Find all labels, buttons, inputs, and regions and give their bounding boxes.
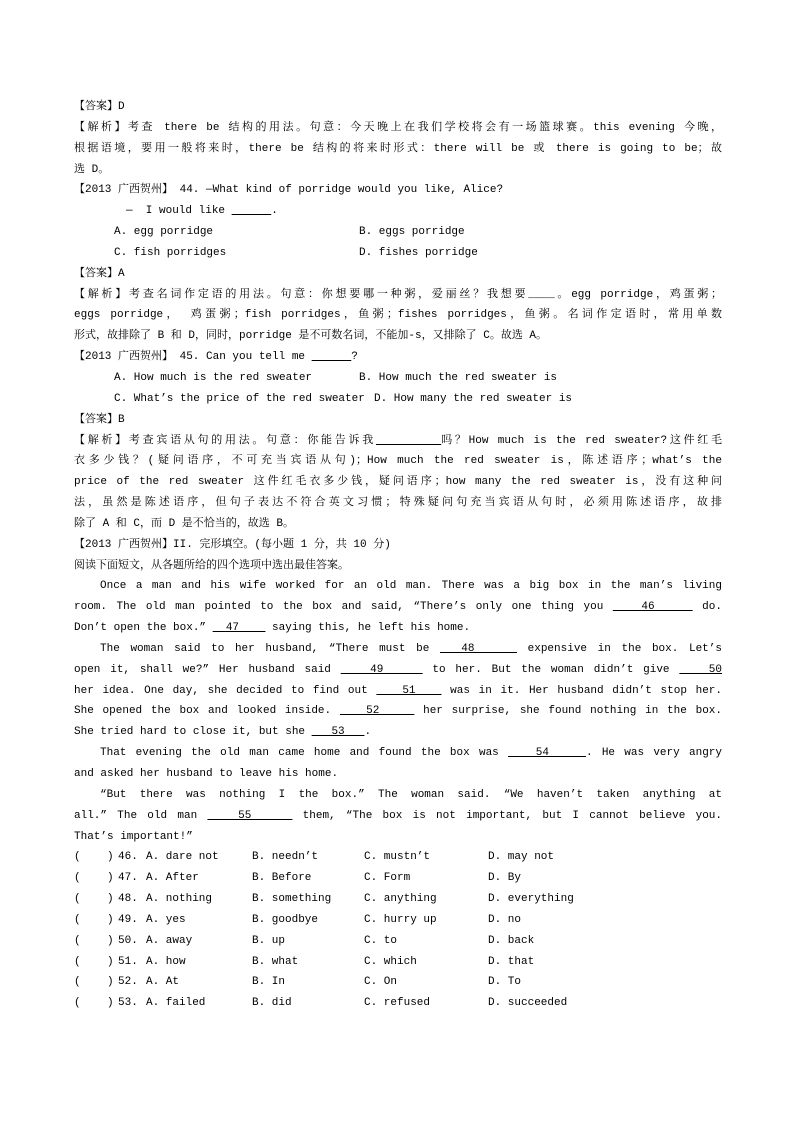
text-segment: 【解析】考查 there be 结构的用法。句意：今天晚上在我们学校将会有一场篮球赛。this evening 今晚，	[74, 121, 722, 134]
text-line	[74, 514, 722, 535]
option-b: B. Before	[252, 872, 312, 885]
text-segment: 根据语境，要用一般将来时，there be 结构的将来时形式：there will be 或 there is going to be；故	[74, 142, 722, 155]
text-segment: She tried hard to close it, but she	[74, 726, 312, 739]
text-line	[74, 701, 722, 722]
option-a: A. away	[146, 934, 193, 947]
answer-blank	[312, 351, 352, 363]
question-number: 51.	[118, 955, 138, 968]
question-options-row	[74, 868, 722, 889]
answer-options-row	[74, 389, 722, 410]
option-text: C. fish porridges	[114, 246, 227, 259]
option-d: D. To	[488, 976, 522, 989]
option-b: B. In	[252, 976, 286, 989]
answer-bracket: ( )	[74, 893, 114, 906]
option-c: C. refused	[364, 997, 431, 1010]
text-segment: do.	[692, 601, 722, 614]
option-c: C. anything	[364, 893, 437, 906]
text-segment: eggs porridge， 鸡蛋粥；fish porridges，鱼粥；fishes porridges，鱼粥。名词作定语时，常用单数	[74, 309, 722, 322]
option-text: B. How much the red sweater is	[359, 371, 558, 384]
answer-bracket: ( )	[74, 955, 114, 968]
option-d: D. succeeded	[488, 997, 568, 1010]
text-line	[74, 764, 722, 785]
text-segment: Once a man and his wife worked for an old man. There was a big box in the man’s living	[100, 580, 722, 593]
option-text: D. fishes porridge	[359, 246, 478, 259]
text-segment: 【2013 广西贺州】 44. —What kind of porridge would you like, Alice?	[74, 184, 504, 197]
option-a: A. dare not	[146, 851, 219, 864]
option-c: C. mustn’t	[364, 851, 431, 864]
question-options-row	[74, 847, 722, 868]
text-segment: She opened the box and looked inside.	[74, 705, 340, 718]
text-segment: 除了 A 和 C，而 D 是不恰当的，故选 B。	[74, 517, 295, 530]
text-line	[74, 785, 722, 806]
text-line	[74, 305, 722, 326]
text-line	[74, 97, 722, 118]
answer-blank: 48	[439, 642, 517, 655]
answer-blank: 49	[340, 663, 423, 676]
answer-blank: 50	[679, 663, 722, 676]
option-text: A. egg porridge	[114, 226, 214, 239]
text-segment: 【2013 广西贺州】 45. Can you tell me	[74, 351, 312, 364]
answer-blank: 46	[612, 601, 693, 614]
text-segment: 【答案】B	[74, 413, 125, 426]
text-segment: ?	[351, 351, 358, 364]
answer-blank: 54	[508, 747, 586, 760]
question-number: 50.	[118, 934, 138, 947]
question-number: 47.	[118, 872, 138, 885]
text-segment: to her. But the woman didn’t give	[422, 663, 680, 676]
text-segment: them, “The box is not important, but I cannot believe you.	[292, 809, 722, 822]
option-d: D. By	[488, 872, 522, 885]
text-line	[74, 201, 722, 222]
text-line	[74, 472, 722, 493]
text-segment: . He was very angry	[585, 747, 722, 760]
option-d: D. that	[488, 955, 535, 968]
option-b: B. what	[252, 955, 299, 968]
text-line	[74, 285, 722, 306]
question-options-row	[74, 952, 722, 973]
option-text: B. eggs porridge	[359, 226, 465, 239]
answer-bracket: ( )	[74, 934, 114, 947]
option-c: C. hurry up	[364, 913, 437, 926]
text-line	[74, 180, 722, 201]
text-segment: her idea. One day, she decided to find out	[74, 684, 377, 697]
text-segment: expensive in the box. Let’s	[516, 642, 722, 655]
text-segment: 吗？How much is the red sweater?这件红毛	[441, 434, 722, 447]
question-options-row	[74, 993, 722, 1014]
option-d: D. back	[488, 934, 535, 947]
option-a: A. After	[146, 872, 199, 885]
answer-bracket: ( )	[74, 851, 114, 864]
question-options-row	[74, 931, 722, 952]
text-segment: 形式，故排除了 B 和 D，同时，porridge 是不可数名词，不能加-s，又排除了 C。故选 A。	[74, 330, 548, 343]
text-line	[74, 743, 722, 764]
option-b: B. did	[252, 997, 292, 1010]
answer-bracket: ( )	[74, 913, 114, 926]
text-segment: was in it. Her husband didn’t stop her.	[441, 684, 723, 697]
answer-options-row	[74, 243, 722, 264]
answer-bracket: ( )	[74, 997, 114, 1010]
text-line	[74, 681, 722, 702]
text-line	[74, 493, 722, 514]
text-line	[74, 160, 722, 181]
document-page	[74, 97, 722, 1014]
text-segment: price of the red sweater 这件红毛衣多少钱，疑问语序；how many the red sweater is，没有这种问	[74, 476, 722, 489]
option-a: A. At	[146, 976, 180, 989]
text-line	[74, 139, 722, 160]
question-options-row	[74, 972, 722, 993]
answer-blank: 51	[376, 684, 442, 697]
answer-bracket: ( )	[74, 872, 114, 885]
text-segment: and asked her husband to leave his home.	[74, 768, 339, 780]
text-segment: 【答案】D	[74, 101, 125, 113]
option-b: B. up	[252, 934, 286, 947]
question-number: 53.	[118, 997, 138, 1010]
question-options-row	[74, 889, 722, 910]
text-segment: 【解析】考查宾语从句的用法。句意：你能告诉我	[74, 434, 376, 447]
option-text: D. How many the red sweater is	[374, 392, 573, 405]
text-line	[74, 806, 722, 827]
text-segment: ____	[528, 288, 555, 301]
question-number: 49.	[118, 913, 138, 926]
option-c: C. to	[364, 934, 398, 947]
text-segment: 衣多少钱？(疑问语序，不可充当宾语从句)；How much the red sweater is，陈述语序；what’s the	[74, 455, 722, 468]
text-line	[74, 618, 722, 639]
text-line	[74, 326, 722, 347]
answer-blank: 52	[339, 705, 415, 718]
answer-blank: 55	[207, 809, 293, 822]
option-b: B. goodbye	[252, 913, 319, 926]
option-d: D. may not	[488, 851, 555, 864]
answer-blank	[232, 205, 272, 217]
option-text: C. What’s the price of the red sweater	[114, 392, 365, 405]
text-segment: — I would like	[126, 205, 232, 218]
option-a: A. how	[146, 955, 186, 968]
text-segment: room. The old man pointed to the box and said, “There’s only one thing you	[74, 601, 613, 614]
option-c: C. which	[364, 955, 417, 968]
text-line	[74, 410, 722, 431]
answer-options-row	[74, 222, 722, 243]
text-line	[74, 639, 722, 660]
text-segment: .	[271, 205, 278, 218]
answer-blank: 53	[311, 726, 365, 739]
option-a: A. failed	[146, 997, 206, 1010]
text-line	[74, 264, 722, 285]
text-segment: 选 D。	[74, 163, 110, 176]
text-line	[74, 722, 722, 743]
option-b: B. needn’t	[252, 851, 319, 864]
answer-blank: 47	[212, 622, 266, 635]
text-segment: 【解析】考查名词作定语的用法。句意：你想要哪一种粥，爱丽丝？我想要	[74, 288, 529, 301]
text-segment: 【答案】A	[74, 267, 125, 280]
option-b: B. something	[252, 893, 332, 906]
text-line	[74, 660, 722, 681]
text-segment: Don’t open the box.”	[74, 622, 213, 635]
question-number: 48.	[118, 893, 138, 906]
question-number: 46.	[118, 851, 138, 864]
text-segment: her surprise, she found nothing in the box.	[414, 705, 722, 718]
option-d: D. everything	[488, 893, 574, 906]
text-segment: saying this, he left his home.	[265, 622, 471, 635]
text-segment: The woman said to her husband, “There must be	[100, 642, 440, 655]
option-c: C. Form	[364, 872, 411, 885]
option-c: C. On	[364, 976, 398, 989]
text-line	[74, 431, 722, 452]
question-number: 52.	[118, 976, 138, 989]
option-text: A. How much is the red sweater	[114, 371, 313, 384]
text-segment: 法，虽然是陈述语序，但句子表达不符合英文习惯；特殊疑问句充当宾语从句时，必须用陈述语序，故排	[74, 497, 722, 510]
text-line	[74, 827, 722, 848]
text-line	[74, 597, 722, 618]
text-segment: .	[364, 726, 372, 739]
text-line	[74, 118, 722, 139]
text-segment: “But there was nothing I the box.” The woman said. “We haven’t taken anything at	[100, 788, 722, 801]
answer-blank	[376, 435, 441, 447]
text-line	[74, 347, 722, 368]
text-line	[74, 535, 722, 556]
option-a: A. yes	[146, 913, 186, 926]
option-a: A. nothing	[146, 893, 213, 906]
option-d: D. no	[488, 913, 522, 926]
text-segment: 。egg porridge，鸡蛋粥；	[554, 288, 723, 301]
text-line	[74, 556, 722, 577]
text-segment: open it, shall we?” Her husband said	[74, 663, 341, 676]
text-line	[74, 576, 722, 597]
text-line	[74, 451, 722, 472]
text-segment: 阅读下面短文，从各题所给的四个选项中选出最佳答案。	[74, 559, 349, 572]
answer-options-row	[74, 368, 722, 389]
text-segment: That’s important!”	[74, 830, 193, 843]
answer-bracket: ( )	[74, 976, 114, 989]
text-segment: all.” The old man	[74, 809, 208, 822]
text-segment: 【2013 广西贺州】II. 完形填空。(每小题 1 分，共 10 分)	[74, 538, 391, 551]
question-options-row	[74, 910, 722, 931]
text-segment: That evening the old man came home and found the box was	[100, 747, 509, 760]
